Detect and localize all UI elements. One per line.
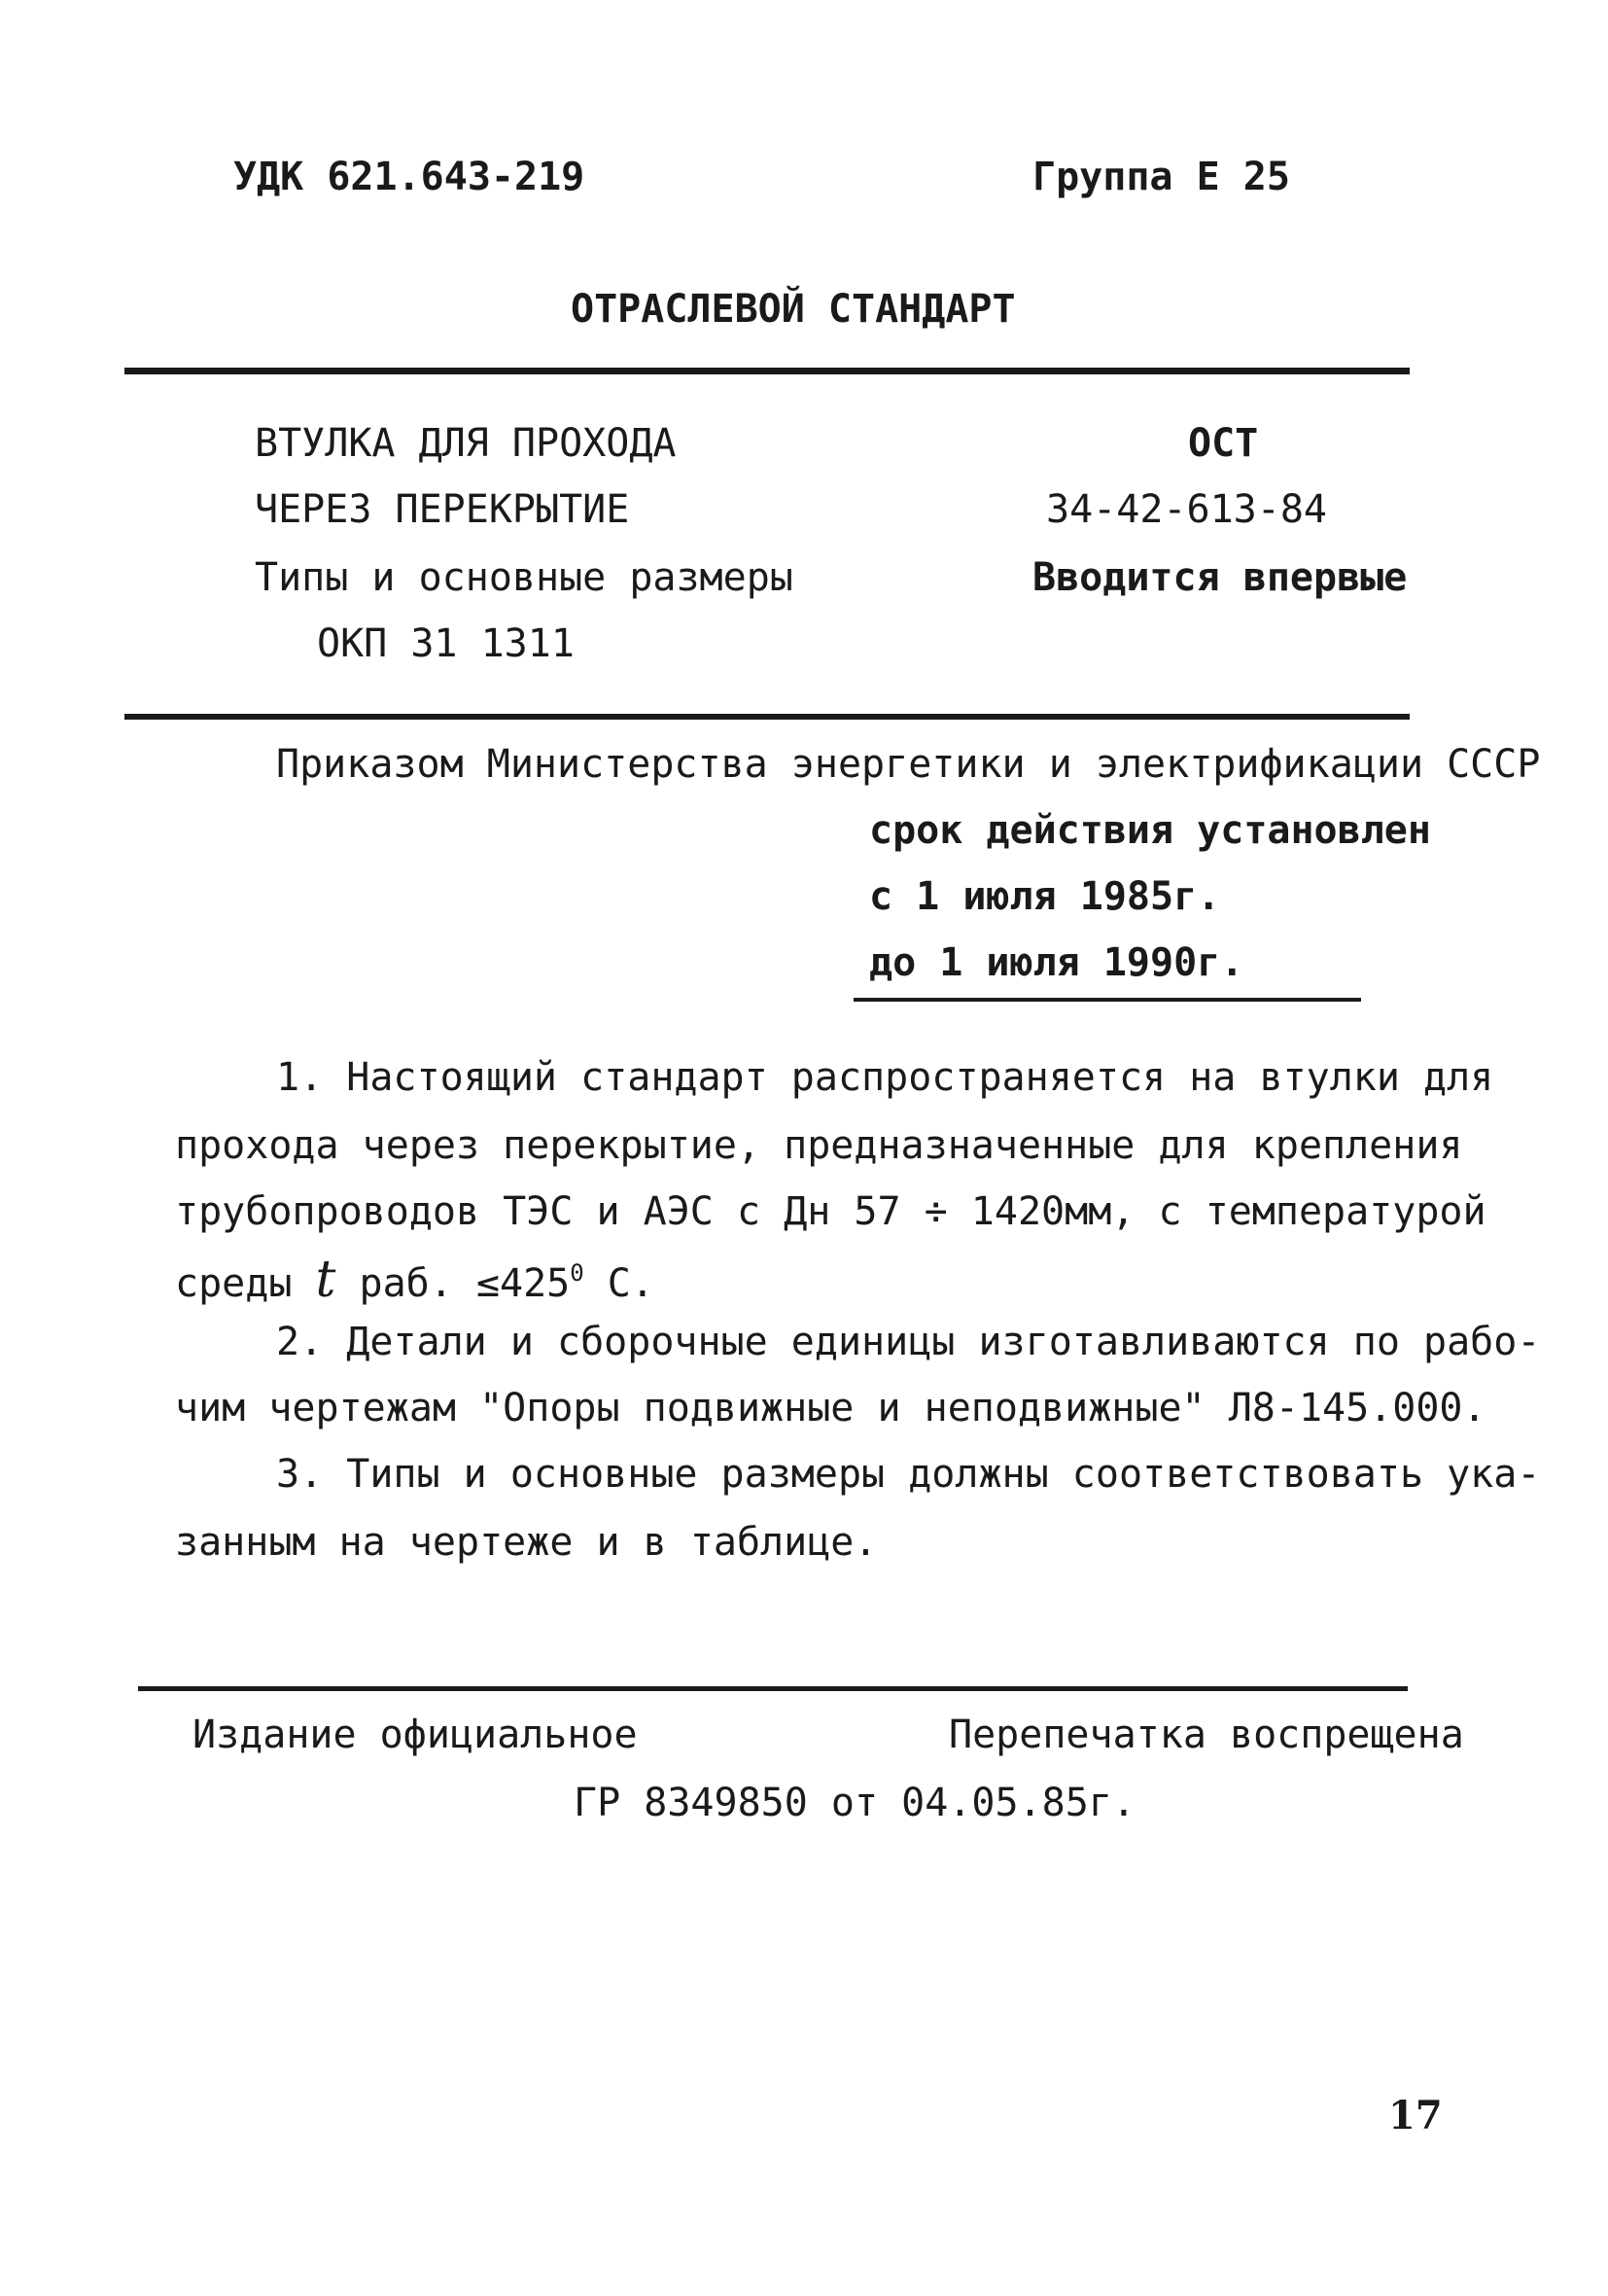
paragraph-1-line-4-end: С. <box>583 1261 654 1306</box>
middle-rule <box>124 714 1410 720</box>
title-line-1: ВТУЛКА ДЛЯ ПРОХОДА <box>255 421 677 466</box>
paragraph-2-line-2: чим чертежам "Опоры подвижные и неподвижные" Л8-145.000. <box>175 1386 1486 1431</box>
edition-note: Издание официальное <box>192 1713 638 1757</box>
registration-number: ГР 8349850 от 04.05.85г. <box>574 1781 1136 1825</box>
order-line-1: Приказом Министерства энергетики и электрификации СССР <box>276 742 1541 787</box>
paragraph-1-line-4-rest: раб. ≤425 <box>335 1261 571 1306</box>
ost-number: 34-42-613-84 <box>1046 487 1327 532</box>
order-rule <box>854 998 1361 1002</box>
paragraph-3-line-1: 3. Типы и основные размеры должны соответствовать ука- <box>276 1452 1541 1497</box>
title-line-2: ЧЕРЕЗ ПЕРЕКРЫТИЕ <box>255 487 630 532</box>
temperature-symbol: t <box>315 1251 336 1309</box>
order-line-3: с 1 июля 1985г. <box>869 874 1221 919</box>
udk-code: УДК 621.643-219 <box>233 155 585 199</box>
group-code: Группа Е 25 <box>1032 155 1290 199</box>
paragraph-1-line-4 <box>175 1251 654 1309</box>
footer-rule <box>138 1686 1408 1691</box>
paragraph-1-line-4-prefix: среды <box>175 1261 316 1306</box>
order-line-2: срок действия установлен <box>869 808 1431 853</box>
paragraph-2-line-1: 2. Детали и сборочные единицы изготавливаются по рабо- <box>276 1320 1541 1364</box>
paragraph-1-line-2: прохода через перекрытие, предназначенные для крепления <box>175 1123 1463 1168</box>
paragraph-1-line-3: трубопроводов ТЭС и АЭС с Дн 57 ÷ 1420мм, с температурой <box>175 1189 1486 1234</box>
okp-code: ОКП 31 1311 <box>317 621 575 666</box>
reprint-note: Перепечатка воспрещена <box>949 1713 1464 1757</box>
intro-note: Вводится впервые <box>1032 555 1408 600</box>
standard-type-heading: ОТРАСЛЕВОЙ СТАНДАРТ <box>571 287 1016 332</box>
ost-label: ОСТ <box>1188 421 1259 466</box>
top-rule <box>124 368 1410 374</box>
page-number: 17 <box>1388 2093 1443 2138</box>
degree-sign: 0 <box>570 1259 584 1287</box>
paragraph-1-line-1: 1. Настоящий стандарт распространяется на втулки для <box>276 1055 1494 1100</box>
order-line-4: до 1 июля 1990г. <box>869 940 1244 985</box>
subtitle: Типы и основные размеры <box>255 555 793 600</box>
paragraph-3-line-2: занным на чертеже и в таблице. <box>175 1520 878 1565</box>
